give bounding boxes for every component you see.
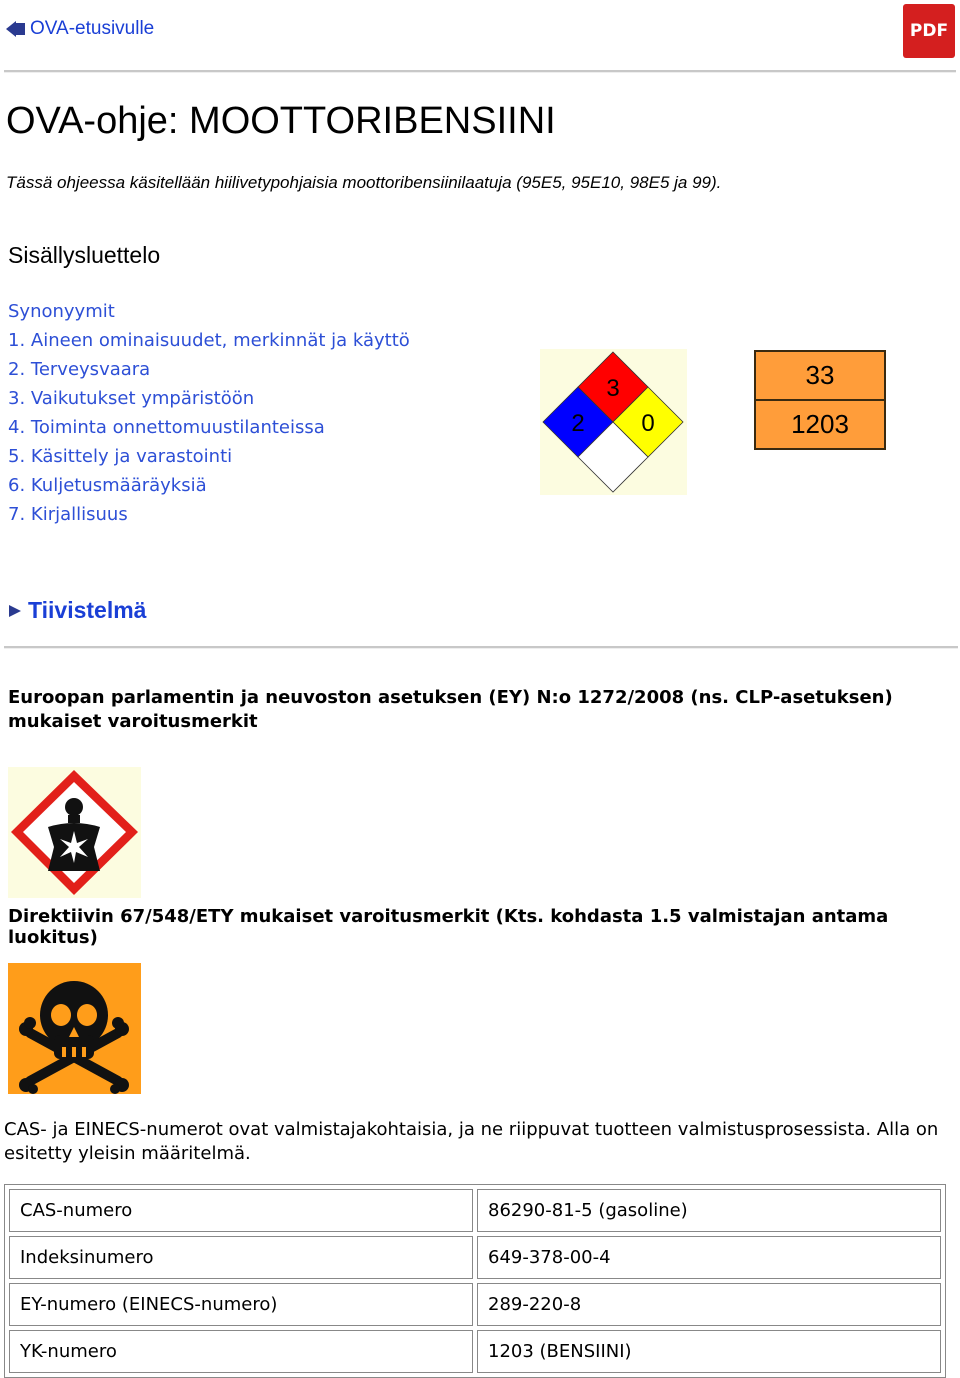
summary-heading-label: Tiivistelmä xyxy=(28,597,147,623)
table-row xyxy=(9,1236,941,1279)
nfpa-flammability-value: 3 xyxy=(606,375,620,402)
pdf-label: PDF xyxy=(909,21,949,41)
summary-divider xyxy=(4,646,958,649)
pdf-download-button[interactable] xyxy=(903,4,955,58)
cas-note: CAS- ja EINECS-numerot ovat valmistajakohtaisia, ja ne riippuvat tuotteen valmistusprosessista. Alla on esitetty yleisin määritelmä. xyxy=(4,1119,939,1164)
toc-item-literature[interactable]: 7. Kirjallisuus xyxy=(8,504,128,525)
back-link-label: OVA-etusivulle xyxy=(30,18,155,39)
back-to-home-link[interactable] xyxy=(6,18,154,40)
intro-text: Tässä ohjeessa käsitellään hiilivetypohjaisia moottoribensiinilaatuja (95E5, 95E10, 98E5 ja 99). xyxy=(6,173,722,192)
identifier-table xyxy=(4,1184,946,1378)
summary-heading[interactable] xyxy=(8,597,146,624)
table-row xyxy=(9,1283,941,1326)
play-triangle-icon xyxy=(8,604,22,618)
nfpa-diamond xyxy=(540,349,687,495)
id-label-cas: CAS-numero xyxy=(9,1189,473,1232)
toc-item-accidents[interactable]: 4. Toiminta onnettomuustilanteissa xyxy=(8,417,325,438)
id-label-un: YK-numero xyxy=(9,1330,473,1373)
id-value-cas: 86290-81-5 (gasoline) xyxy=(477,1189,941,1232)
adr-un-number: 1203 xyxy=(791,409,849,439)
skull-crossbones-icon xyxy=(8,963,141,1094)
toc-item-synonyms[interactable]: Synonyymit xyxy=(8,301,115,322)
back-arrow-icon xyxy=(6,20,26,38)
toc-item-transport[interactable]: 6. Kuljetusmääräyksiä xyxy=(8,475,207,496)
table-row xyxy=(9,1330,941,1373)
toc-item-health-hazard[interactable]: 2. Terveysvaara xyxy=(8,359,151,380)
adr-hazard-number: 33 xyxy=(756,352,884,401)
toc-item-handling[interactable]: 5. Käsittely ja varastointi xyxy=(8,446,233,467)
id-value-un: 1203 (BENSIINI) xyxy=(477,1330,941,1373)
id-label-ec: EY-numero (EINECS-numero) xyxy=(9,1283,473,1326)
directive-heading: Direktiivin 67/548/ETY mukaiset varoitusmerkit (Kts. kohdasta 1.5 valmistajan antama luokitus) xyxy=(8,906,889,948)
toc-heading: Sisällysluettelo xyxy=(8,242,161,268)
id-value-ec: 289-220-8 xyxy=(477,1283,941,1326)
clp-heading: Euroopan parlamentin ja neuvoston asetuksen (EY) N:o 1272/2008 (ns. CLP-asetuksen) mukaiset varoitusmerkit xyxy=(8,687,893,732)
table-of-contents xyxy=(8,297,410,529)
top-divider xyxy=(4,70,956,73)
toc-item-properties[interactable]: 1. Aineen ominaisuudet, merkinnät ja käyttö xyxy=(8,330,410,351)
table-row xyxy=(9,1189,941,1232)
page-title: OVA-ohje: MOOTTORIBENSIINI xyxy=(6,100,556,142)
id-label-index: Indeksinumero xyxy=(9,1236,473,1279)
toc-item-environment[interactable]: 3. Vaikutukset ympäristöön xyxy=(8,388,255,409)
id-value-index: 649-378-00-4 xyxy=(477,1236,941,1279)
adr-orange-plate xyxy=(754,350,886,450)
health-hazard-icon xyxy=(8,767,141,898)
nfpa-health-value: 2 xyxy=(571,410,585,437)
nfpa-reactivity-value: 0 xyxy=(641,410,655,437)
